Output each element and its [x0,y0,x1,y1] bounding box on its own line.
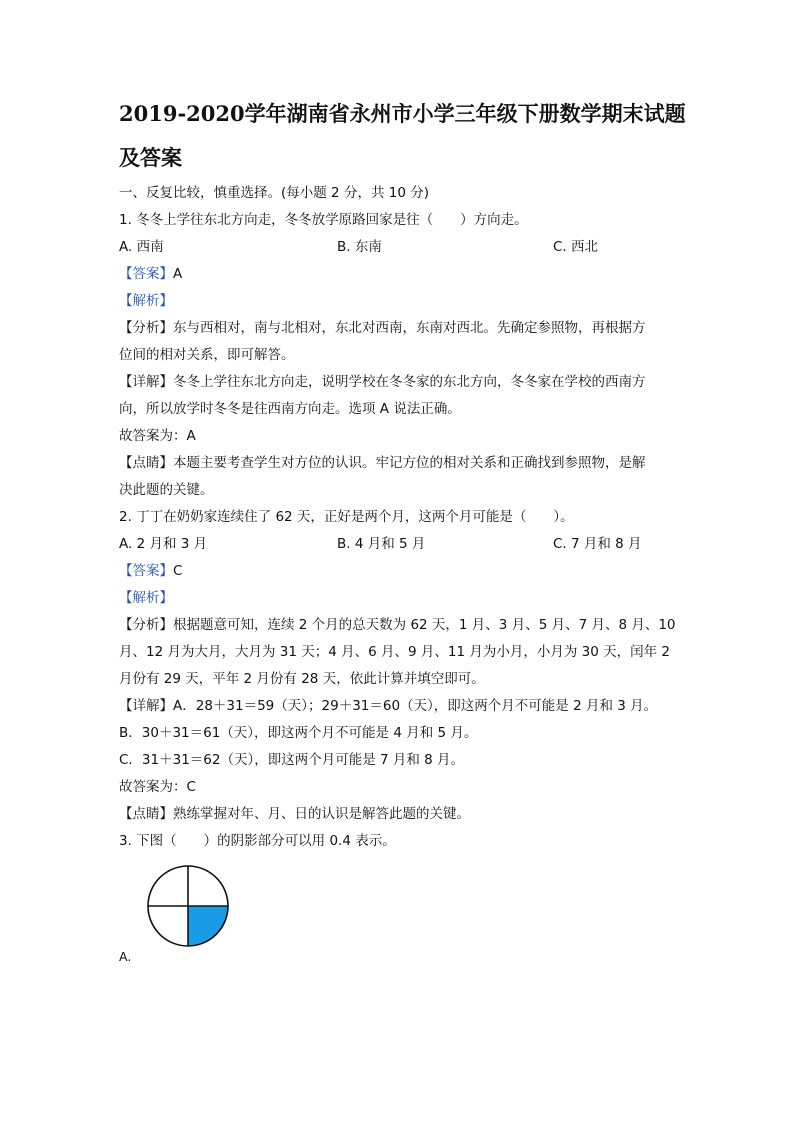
question-1-dianjing-line2: 决此题的关键。 [119,482,214,498]
question-2-option-c: C. 7 月和 8 月 [553,536,642,552]
question-1-xiangjie-line2: 向，所以放学时冬冬是往西南方向走。选项 A 说法正确。 [119,401,461,417]
question-2-xiangjie-line3: C．31＋31＝62（天），即这两个月可能是 7 月和 8 月。 [119,752,465,768]
section-heading: 一、反复比较，慎重选择。(每小题 2 分，共 10 分) [119,185,429,201]
document-title-line1: 2019-2020学年湖南省永州市小学三年级下册数学期末试题 [119,101,686,126]
fenxi-tag: 【分析】 [119,320,173,336]
dianjing-text: 熟练掌握对年、月、日的认识是解答此题的关键。 [173,806,470,822]
question-1-fenxi-line2: 位间的相对关系，即可解答。 [119,347,295,363]
dianjing-tag: 【点睛】 [119,455,173,471]
answer-tag: 【答案】 [119,266,173,282]
question-2-final-answer: 故答案为：C [119,779,196,795]
quarter-circle-figure [145,863,231,949]
answer-value: A [173,266,183,282]
question-1-xiangjie-line1 [119,369,679,396]
document-title-line2: 及答案 [119,145,182,170]
question-2-dianjing-line1 [119,801,679,828]
xiangjie-text: 冬冬上学往东北方向走，说明学校在冬冬家的东北方向，冬冬家在学校的西南方 [173,374,646,390]
question-1-option-a: A. 西南 [119,239,164,255]
question-1-option-c: C. 西北 [553,239,599,255]
fenxi-tag: 【分析】 [119,617,173,633]
question-3-stem: 3. 下图（ ）的阴影部分可以用 0.4 表示。 [119,833,396,849]
document-page [119,92,686,965]
answer-value: C [173,563,183,579]
question-1-answer [119,261,679,288]
question-1-option-b: B. 东南 [337,239,382,255]
xiangjie-text: A．28＋31＝59（天）；29＋31＝60（天），即这两个月不可能是 2 月和 3 月。 [173,698,658,714]
xiangjie-tag: 【详解】 [119,374,173,390]
xiangjie-tag: 【详解】 [119,698,173,714]
question-1-stem: 1. 冬冬上学往东北方向走，冬冬放学原路回家是往（ ）方向走。 [119,212,528,228]
question-2-analysis-tag: 【解析】 [119,590,173,606]
question-3-figure-a [145,863,679,949]
question-2-option-b: B. 4 月和 5 月 [337,536,426,552]
question-2-xiangjie-line2: B．30＋31＝61（天），即这两个月不可能是 4 月和 5 月。 [119,725,478,741]
question-2-fenxi-line3: 月份有 29 天，平年 2 月份有 28 天，依此计算并填空即可。 [119,671,485,687]
question-3-figure-label: A. [119,949,132,964]
question-2-xiangjie-line1 [119,693,679,720]
question-2-fenxi-line2: 月、12 月为大月，大月为 31 天；4 月、6 月、9 月、11 月为小月，小月为 30 天，闰年 2 [119,644,670,660]
dianjing-text: 本题主要考查学生对方位的认识。牢记方位的相对关系和正确找到参照物，是解 [173,455,646,471]
fenxi-text: 根据题意可知，连续 2 个月的总天数为 62 天，1 月、3 月、5 月、7 月、8 月、10 [173,617,676,633]
question-2-fenxi-line1 [119,612,679,639]
question-1-options [119,234,679,261]
question-1-dianjing-line1 [119,450,679,477]
question-1-analysis-tag: 【解析】 [119,293,173,309]
answer-tag: 【答案】 [119,563,173,579]
fenxi-text: 东与西相对，南与北相对，东北对西南，东南对西北。先确定参照物，再根据方 [173,320,646,336]
question-2-options [119,531,679,558]
question-2-option-a: A. 2 月和 3 月 [119,536,208,552]
dianjing-tag: 【点睛】 [119,806,173,822]
question-2-stem: 2. 丁丁在奶奶家连续住了 62 天，正好是两个月，这两个月可能是（ ）。 [119,509,574,525]
question-1-fenxi-line1 [119,315,679,342]
question-1-final-answer: 故答案为：A [119,428,196,444]
question-2-answer [119,558,679,585]
